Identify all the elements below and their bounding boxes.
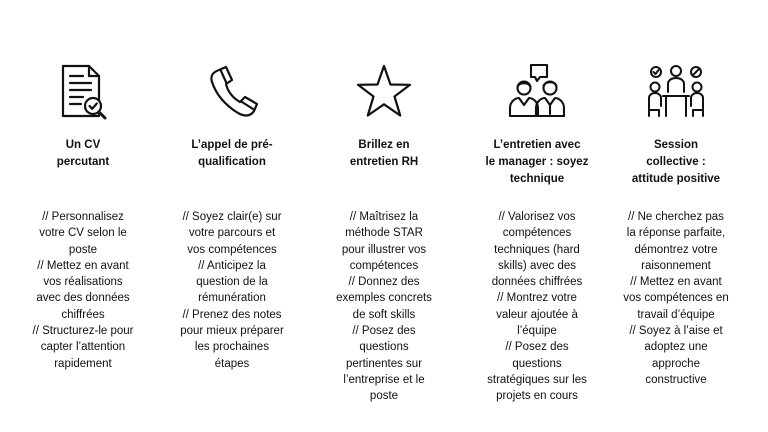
interview-people-icon — [507, 62, 567, 122]
desc-line: démontrez votre — [634, 243, 718, 256]
desc-line: question de la — [196, 276, 268, 289]
desc-line: techniques (hard — [494, 243, 580, 256]
title-line: percutant — [56, 156, 110, 168]
desc-line: l’équipe — [517, 325, 557, 338]
desc-line: les prochaines — [194, 341, 270, 354]
desc-line: méthode STAR — [345, 227, 423, 240]
title-line: collective : — [646, 156, 706, 168]
step-description — [160, 209, 304, 372]
desc-line: stratégiques sur les — [487, 373, 587, 386]
title-line: entretien RH — [349, 156, 419, 168]
desc-line: étapes — [214, 357, 250, 370]
desc-line: votre CV selon le — [39, 227, 127, 240]
desc-line: skills) avec des — [498, 259, 576, 272]
desc-line: // Soyez à l’aise et — [629, 325, 723, 338]
desc-line: pour mieux préparer — [180, 325, 284, 338]
desc-line: // Anticipez la — [198, 259, 266, 272]
desc-line: poste — [68, 243, 98, 256]
desc-line: constructive — [645, 373, 707, 386]
desc-line: la réponse parfaite, — [626, 227, 726, 240]
desc-line: vos compétences en — [623, 292, 729, 305]
desc-line: compétences — [502, 227, 572, 240]
desc-line: adoptez une — [644, 341, 708, 354]
desc-line: // Structurez-le pour — [32, 325, 134, 338]
group-session-icon — [646, 62, 706, 122]
desc-line: rémunération — [198, 292, 266, 305]
title-line: technique — [509, 173, 565, 185]
desc-line: // Ne cherchez pas — [628, 211, 724, 223]
desc-line: exemples concrets — [336, 292, 432, 305]
desc-line: vos réalisations — [43, 276, 123, 289]
desc-line: avec des données — [36, 292, 130, 305]
desc-line: // Posez des — [352, 325, 416, 338]
step-title — [465, 137, 609, 188]
desc-line: valeur ajoutée à — [496, 308, 578, 321]
desc-line: chiffrées — [61, 308, 105, 321]
title-line: Un CV — [65, 139, 101, 151]
desc-line: questions — [512, 357, 562, 370]
desc-line: approche — [652, 357, 700, 370]
desc-line: // Personnalisez — [42, 211, 124, 223]
step-description — [11, 209, 155, 372]
desc-line: // Maîtrisez la — [349, 211, 419, 223]
desc-line: votre parcours et — [188, 227, 276, 240]
title-line: attitude positive — [631, 173, 721, 185]
phone-icon — [202, 62, 262, 122]
step-title — [312, 137, 456, 171]
step-title — [604, 137, 748, 188]
step-description — [312, 209, 456, 405]
desc-line: capter l’attention — [40, 341, 126, 354]
title-line: L’appel de pré- — [191, 139, 273, 151]
desc-line: poste — [369, 390, 399, 403]
desc-line: compétences — [349, 259, 419, 272]
desc-line: rapidement — [54, 357, 112, 370]
step-description — [604, 209, 748, 388]
desc-line: // Montrez votre — [497, 292, 577, 305]
desc-line: // Posez des — [505, 341, 569, 354]
desc-line: // Donnez des — [348, 276, 420, 289]
desc-line: // Mettez en avant — [37, 259, 129, 272]
step-title — [160, 137, 304, 171]
title-line: Session — [653, 139, 699, 151]
desc-line: projets en cours — [496, 390, 578, 403]
desc-line: // Mettez en avant — [630, 276, 722, 289]
desc-line: l’entreprise et le — [343, 373, 425, 386]
desc-line: travail d’équipe — [637, 308, 715, 321]
title-line: qualification — [198, 156, 266, 168]
desc-line: vos compétences — [187, 243, 277, 256]
step-description — [465, 209, 609, 405]
desc-line: raisonnement — [641, 259, 711, 272]
title-line: le manager : soyez — [485, 156, 589, 168]
title-line: Brillez en — [358, 139, 410, 151]
star-icon — [354, 62, 414, 122]
desc-line: // Valorisez vos — [498, 211, 576, 223]
title-line: L’entretien avec — [493, 139, 581, 151]
desc-line: // Soyez clair(e) sur — [182, 211, 282, 223]
desc-line: questions — [359, 341, 409, 354]
step-title — [11, 137, 155, 171]
desc-line: de soft skills — [352, 308, 416, 321]
desc-line: données chiffrées — [491, 276, 583, 289]
cv-document-check-icon — [53, 62, 113, 122]
desc-line: // Prenez des notes — [182, 308, 282, 321]
desc-line: pour illustrer vos — [341, 243, 427, 256]
desc-line: pertinentes sur — [345, 357, 423, 370]
